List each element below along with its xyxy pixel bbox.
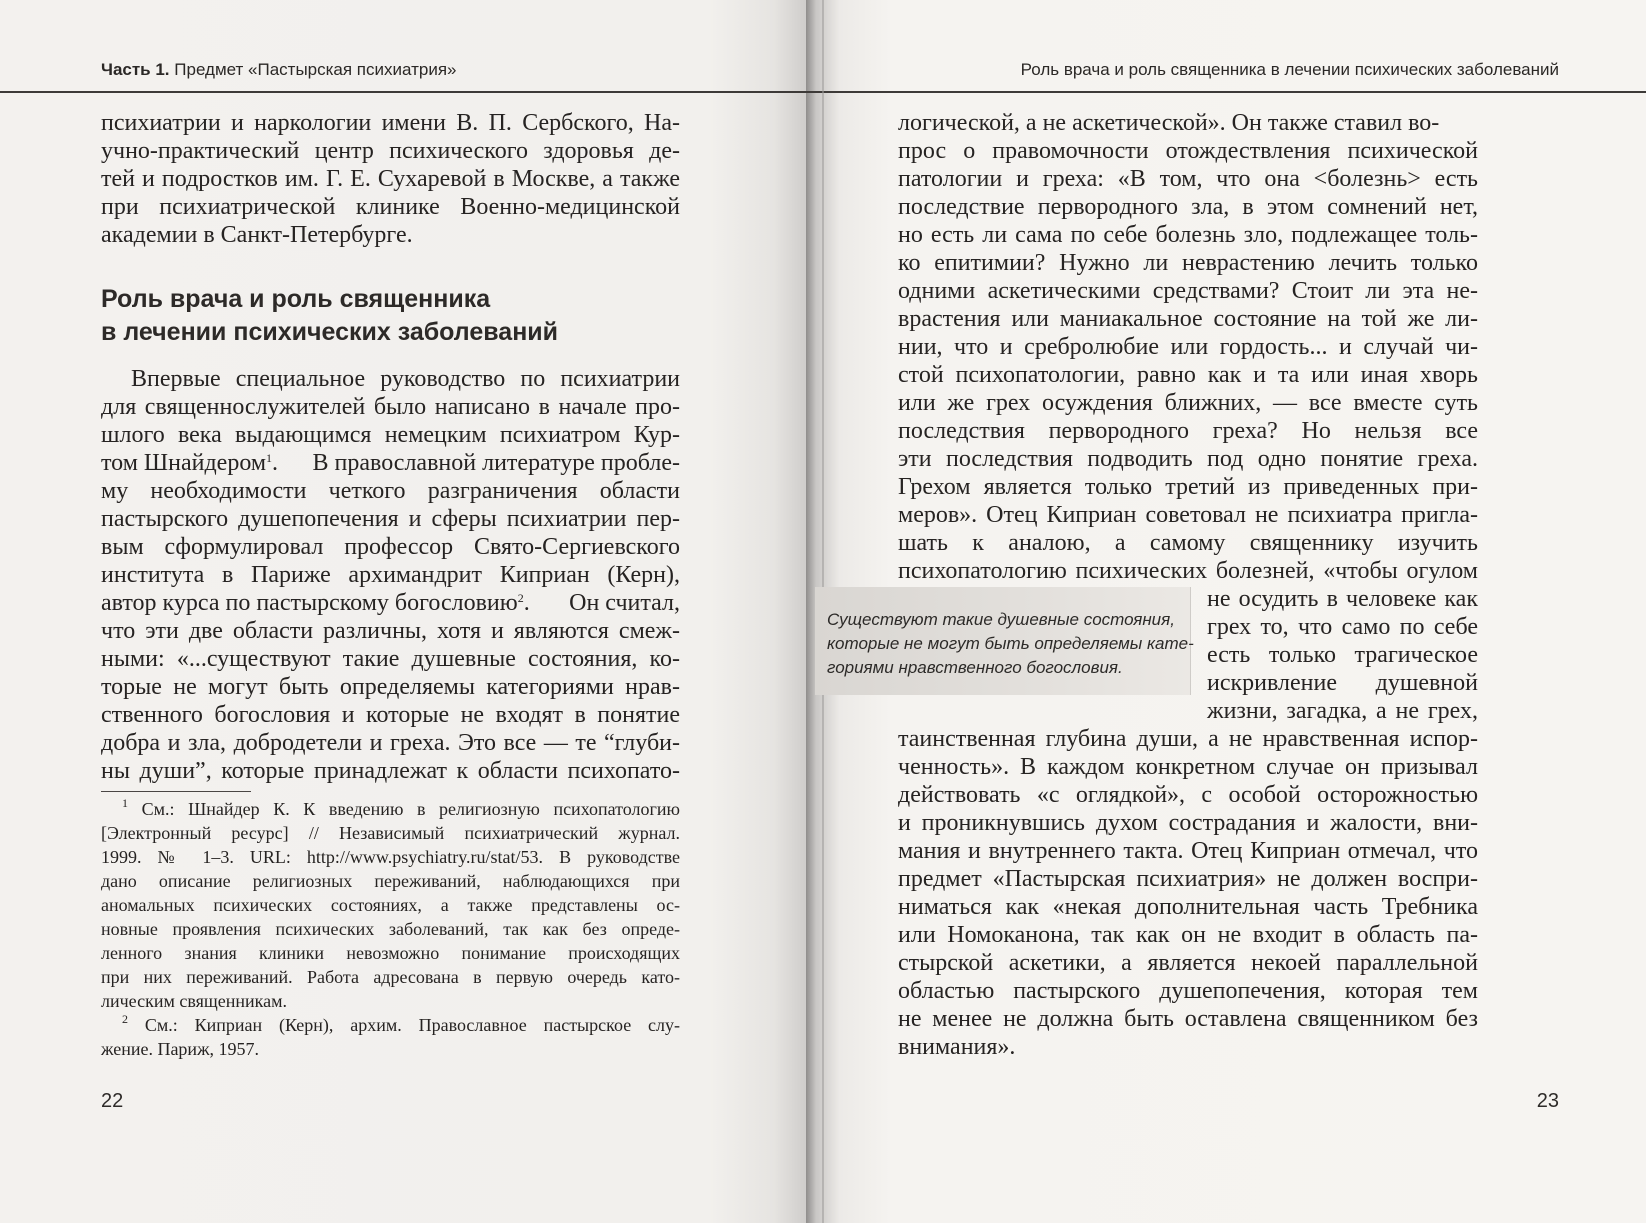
text-line: и проникнувшись духом сострадания и жалости, вни- bbox=[898, 810, 1478, 836]
text-line: врастения или маниакальное состояние на той же ли- bbox=[898, 306, 1478, 332]
footnote-line: дано описание религиозных переживаний, наблюдающихся при bbox=[101, 871, 680, 891]
text-line: логической, а не аскетической». Он также ставил во- bbox=[898, 110, 1440, 136]
footnote-marker: 1 bbox=[266, 451, 273, 465]
left-page bbox=[0, 0, 806, 1223]
text-line: одними аскетическими средствами? Стоит ли эта не- bbox=[898, 278, 1478, 304]
text-line: ны души”, которые принадлежат к области психопато- bbox=[101, 758, 680, 784]
footnote-line: лическим священникам. bbox=[101, 991, 287, 1011]
section-heading-line: Роль врача и роль священника bbox=[101, 285, 491, 313]
text-fragment: В православной литературе пробле- bbox=[312, 450, 680, 476]
text-line: не менее не должна быть оставлена священником без bbox=[898, 1006, 1478, 1032]
footnote-line: аномальных психических состояниях, а также представлены ос- bbox=[101, 895, 680, 915]
part-title: Предмет «Пастырская психиатрия» bbox=[174, 60, 457, 79]
text-line: Впервые специальное руководство по психиатрии bbox=[131, 366, 680, 392]
text-line: ниматься как «некая дополнительная часть Требника bbox=[898, 894, 1478, 920]
text-line: шать к аналою, а самому священнику изучить bbox=[898, 530, 1478, 556]
text-line: эти последствия подводить под одно понятие греха. bbox=[898, 446, 1478, 472]
text-line: или же грех осуждения ближних, — все вместе суть bbox=[898, 390, 1478, 416]
text-line: последствия первородного греха? Но нельзя все bbox=[898, 418, 1478, 444]
footnote-line: ленного знания клиники невозможно понимание происходящих bbox=[101, 943, 680, 963]
text-line: мания и внутреннего такта. Отец Киприан отмечал, что bbox=[898, 838, 1478, 864]
text-line: стырской аскетики, а является некоей параллельной bbox=[898, 950, 1478, 976]
text-line: таинственная глубина души, а не нравственная испор- bbox=[898, 726, 1478, 752]
text-line: грех то, что само по себе bbox=[1207, 614, 1478, 640]
text-line: психиатрии и наркологии имени В. П. Сербского, На- bbox=[101, 110, 680, 136]
text-fragment: автор курса по пастырскому богословию$^2$. bbox=[101, 590, 530, 616]
text-line: пастырского душепопечения и сферы психиатрии пер- bbox=[101, 506, 680, 532]
text-line: вым сформулировал профессор Свято-Сергиевского bbox=[101, 534, 680, 560]
pull-quote-box bbox=[815, 587, 1194, 695]
text-line: ченность». В каждом конкретном случае он призывал bbox=[898, 754, 1478, 780]
text-line: академии в Санкт-Петербурге. bbox=[101, 222, 413, 248]
header-rule bbox=[0, 91, 806, 93]
header-rule bbox=[806, 91, 1646, 93]
text-line: ственного богословия и которые не входят в понятие bbox=[101, 702, 680, 728]
text-line: шлого века выдающимся немецким психиатром Кур- bbox=[101, 422, 680, 448]
text-fragment: Он считал, bbox=[569, 590, 680, 616]
text-line: предмет «Пастырская психиатрия» не должен воспри- bbox=[898, 866, 1478, 892]
footnote-line: $^2$ См.: Киприан (Керн), архим. Православное пастырское слу- bbox=[122, 1012, 680, 1035]
text-line: есть только трагическое bbox=[1207, 642, 1478, 668]
text-line: жизни, загадка, а не грех, bbox=[1207, 698, 1478, 724]
text-line: что эти две области различны, хотя и являются смеж- bbox=[101, 618, 680, 644]
part-label: Часть 1. bbox=[101, 60, 170, 79]
section-heading-line: в лечении психических заболеваний bbox=[101, 318, 559, 346]
text-line: действовать «с оглядкой», с особой осторожностью bbox=[898, 782, 1478, 808]
text-line: психопатологию психических болезней, «чтобы огулом bbox=[898, 558, 1478, 584]
text-line: при психиатрической клинике Военно-медицинской bbox=[101, 194, 680, 220]
text-line: внимания». bbox=[898, 1034, 1016, 1060]
footnote-marker: 2 bbox=[517, 591, 524, 605]
left-running-head bbox=[101, 60, 456, 80]
text-line: или Номоканона, так как он не входит в область па- bbox=[898, 922, 1478, 948]
footnote-line: жение. Париж, 1957. bbox=[101, 1039, 260, 1059]
text-line: для священнослужителей было написано в начале про- bbox=[101, 394, 680, 420]
text-line: добра и зла, добродетели и греха. Это все — те “глуби- bbox=[101, 730, 680, 756]
text-line: торые не могут быть определяемы категориями нрав- bbox=[101, 674, 680, 700]
footnote-line: 1999. № 1–3. URL: http://www.psychiatry.ru/stat/53. В руководстве bbox=[101, 847, 680, 867]
text-fragment: том Шнайдером$^1$. bbox=[101, 450, 279, 476]
page-number-left: 22 bbox=[101, 1090, 124, 1112]
text-line bbox=[101, 449, 680, 477]
footnote-marker: 1 bbox=[122, 796, 128, 810]
pull-quote-line: гориями нравственного богословия. bbox=[827, 658, 1123, 677]
page-number-right: 23 bbox=[1536, 1090, 1559, 1112]
text-line: ко епитимии? Нужно ли неврастению лечить только bbox=[898, 250, 1478, 276]
text-line: института в Париже архимандрит Киприан (Керн), bbox=[101, 562, 680, 588]
text-line: но есть ли сама по себе болезнь зло, подлежащее толь- bbox=[898, 222, 1478, 248]
text-line: ными: «...существуют такие душевные состояния, ко- bbox=[101, 646, 680, 672]
right-running-head: Роль врача и роль священника в лечении психических заболеваний bbox=[1020, 60, 1559, 79]
footnote-line: $^1$ См.: Шнайдер К. К введению в религиозную психопатологию bbox=[122, 796, 681, 819]
text-line: прос о правомочности отождествления психической bbox=[898, 138, 1478, 164]
text-line: тей и подростков им. Г. Е. Сухаревой в Москве, а также bbox=[101, 166, 680, 192]
text-line: искривление душевной bbox=[1207, 670, 1478, 696]
text-line: стой психопатологии, равно как и та или иная хворь bbox=[898, 362, 1478, 388]
text-line: патологии и греха: «В том, что она <болезнь> есть bbox=[898, 166, 1478, 192]
footnote-line: при них переживаний. Работа адресована в первую очередь като- bbox=[101, 967, 680, 987]
text-line: не осудить в человеке как bbox=[1207, 586, 1478, 612]
text-line: меров». Отец Киприан советовал не психиатра пригла- bbox=[898, 502, 1478, 528]
text-line: нии, что и сребролюбие или гордость... и случай чи- bbox=[898, 334, 1478, 360]
footnote-line: новные проявления психических заболеваний, так как без опреде- bbox=[101, 919, 680, 939]
text-line: учно-практический центр психического здоровья де- bbox=[101, 138, 680, 164]
footnote-rule bbox=[101, 791, 251, 792]
footnote-line: [Электронный ресурс] // Независимый психиатрический журнал. bbox=[101, 823, 680, 843]
text-line: последствие первородного зла, в этом сомнений нет, bbox=[898, 194, 1478, 220]
text-line: Грехом является только третий из приведенных при- bbox=[898, 474, 1478, 500]
text-line: му необходимости четкого разграничения области bbox=[101, 478, 680, 504]
footnote-marker: 2 bbox=[122, 1012, 128, 1026]
pull-quote-line: Существуют такие душевные состояния, bbox=[827, 610, 1175, 629]
text-line: областью пастырского душепопечения, которая тем bbox=[898, 978, 1478, 1004]
pull-quote-line: которые не могут быть определяемы кате- bbox=[827, 634, 1194, 653]
text-line bbox=[101, 589, 680, 617]
